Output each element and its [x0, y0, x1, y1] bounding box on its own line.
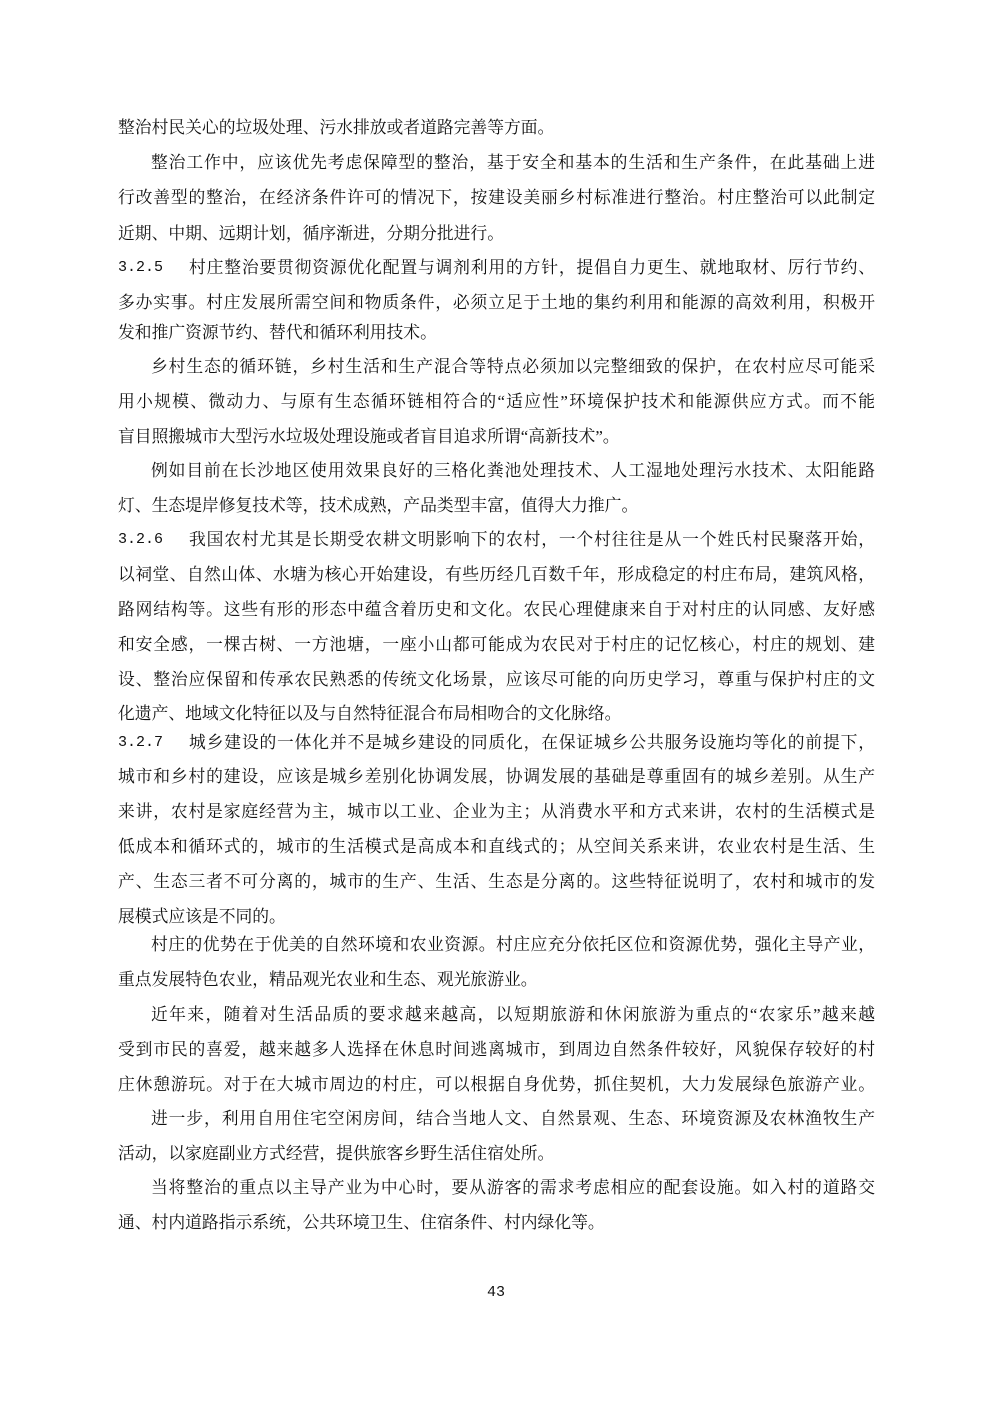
paragraph-line: 以祠堂、自然山体、水塘为核心开始建设，有些历经几百数千年，形成稳定的村庄布局，建筑风格，	[118, 565, 875, 584]
paragraph-line: 展模式应该是不同的。	[118, 907, 286, 926]
section-number: 3.2.6	[118, 531, 164, 548]
paragraph-text: 我国农村尤其是长期受农耕文明影响下的农村，一个村往往是从一个姓氏村民聚落开始，	[189, 530, 875, 549]
paragraph-line: 产、生态三者不可分离的，城市的生产、生活、生态是分离的。这些特征说明了，农村和城市的发	[118, 872, 875, 891]
paragraph-line: 化遗产、地域文化特征以及与自然特征混合布局相吻合的文化脉络。	[118, 704, 622, 723]
section-number: 3.2.7	[118, 734, 164, 751]
numbered-paragraph-line	[118, 257, 875, 279]
paragraph-line: 路网结构等。这些有形的形态中蕴含着历史和文化。农民心理健康来自于对村庄的认同感、友好感	[118, 600, 875, 619]
paragraph-line: 用小规模、微动力、与原有生态循环链相符合的“适应性”环境保护技术和能源供应方式。而不能	[118, 392, 875, 411]
paragraph-line: 来讲，农村是家庭经营为主，城市以工业、企业为主；从消费水平和方式来讲，农村的生活模式是	[118, 802, 875, 821]
paragraph-line: 进一步，利用自用住宅空闲房间，结合当地人文、自然景观、生态、环境资源及农林渔牧生产	[151, 1109, 875, 1128]
paragraph-line: 近年来，随着对生活品质的要求越来越高，以短期旅游和休闲旅游为重点的“农家乐”越来越	[151, 1005, 875, 1024]
paragraph-line: 整治村民关心的垃圾处理、污水排放或者道路完善等方面。	[118, 118, 555, 137]
paragraph-line: 和安全感，一棵古树、一方池塘，一座小山都可能成为农民对于村庄的记忆核心，村庄的规划、建	[118, 635, 875, 654]
section-number: 3.2.5	[118, 259, 164, 276]
paragraph-line: 多办实事。村庄发展所需空间和物质条件，必须立足于土地的集约利用和能源的高效利用，积极开	[118, 293, 875, 312]
paragraph-line: 重点发展特色农业，精品观光农业和生态、观光旅游业。	[118, 970, 538, 989]
paragraph-line: 近期、中期、远期计划，循序渐进，分期分批进行。	[118, 224, 504, 243]
paragraph-text: 村庄整治要贯彻资源优化配置与调剂利用的方针，提倡自力更生、就地取材、厉行节约、	[189, 258, 875, 277]
paragraph-line: 受到市民的喜爱，越来越多人选择在休息时间逃离城市，到周边自然条件较好，风貌保存较好的村	[118, 1040, 875, 1059]
paragraph-line: 发和推广资源节约、替代和循环利用技术。	[118, 323, 437, 342]
paragraph-line: 庄休憩游玩。对于在大城市周边的村庄，可以根据自身优势，抓住契机，大力发展绿色旅游产业。	[118, 1075, 875, 1094]
paragraph-line: 城市和乡村的建设，应该是城乡差别化协调发展，协调发展的基础是尊重固有的城乡差别。从生产	[118, 767, 875, 786]
page-number: 43	[486, 1284, 505, 1301]
paragraph-line: 当将整治的重点以主导产业为中心时，要从游客的需求考虑相应的配套设施。如入村的道路交	[151, 1178, 875, 1197]
paragraph-line: 乡村生态的循环链，乡村生活和生产混合等特点必须加以完整细致的保护，在农村应尽可能采	[151, 357, 875, 376]
paragraph-line: 活动，以家庭副业方式经营，提供旅客乡野生活住宿处所。	[118, 1144, 555, 1163]
paragraph-line: 例如目前在长沙地区使用效果良好的三格化粪池处理技术、人工湿地处理污水技术、太阳能路	[151, 461, 875, 480]
paragraph-line: 整治工作中，应该优先考虑保障型的整治，基于安全和基本的生活和生产条件，在此基础上进	[151, 153, 875, 172]
paragraph-text: 城乡建设的一体化并不是城乡建设的同质化，在保证城乡公共服务设施均等化的前提下，	[189, 733, 875, 752]
paragraph-line: 行改善型的整治，在经济条件许可的情况下，按建设美丽乡村标准进行整治。村庄整治可以此制定	[118, 188, 875, 207]
numbered-paragraph-line	[118, 732, 875, 754]
paragraph-line: 通、村内道路指示系统，公共环境卫生、住宿条件、村内绿化等。	[118, 1213, 605, 1232]
paragraph-line: 灯、生态堤岸修复技术等，技术成熟，产品类型丰富，值得大力推广。	[118, 496, 639, 515]
numbered-paragraph-line	[118, 529, 875, 551]
paragraph-line: 村庄的优势在于优美的自然环境和农业资源。村庄应充分依托区位和资源优势，强化主导产业，	[151, 935, 875, 954]
paragraph-line: 低成本和循环式的，城市的生活模式是高成本和直线式的；从空间关系来讲，农业农村是生活、生	[118, 837, 875, 856]
paragraph-line: 设、整治应保留和传承农民熟悉的传统文化场景，应该尽可能的向历史学习，尊重与保护村庄的文	[118, 670, 875, 689]
paragraph-line: 盲目照搬城市大型污水垃圾处理设施或者盲目追求所谓“高新技术”。	[118, 427, 620, 446]
